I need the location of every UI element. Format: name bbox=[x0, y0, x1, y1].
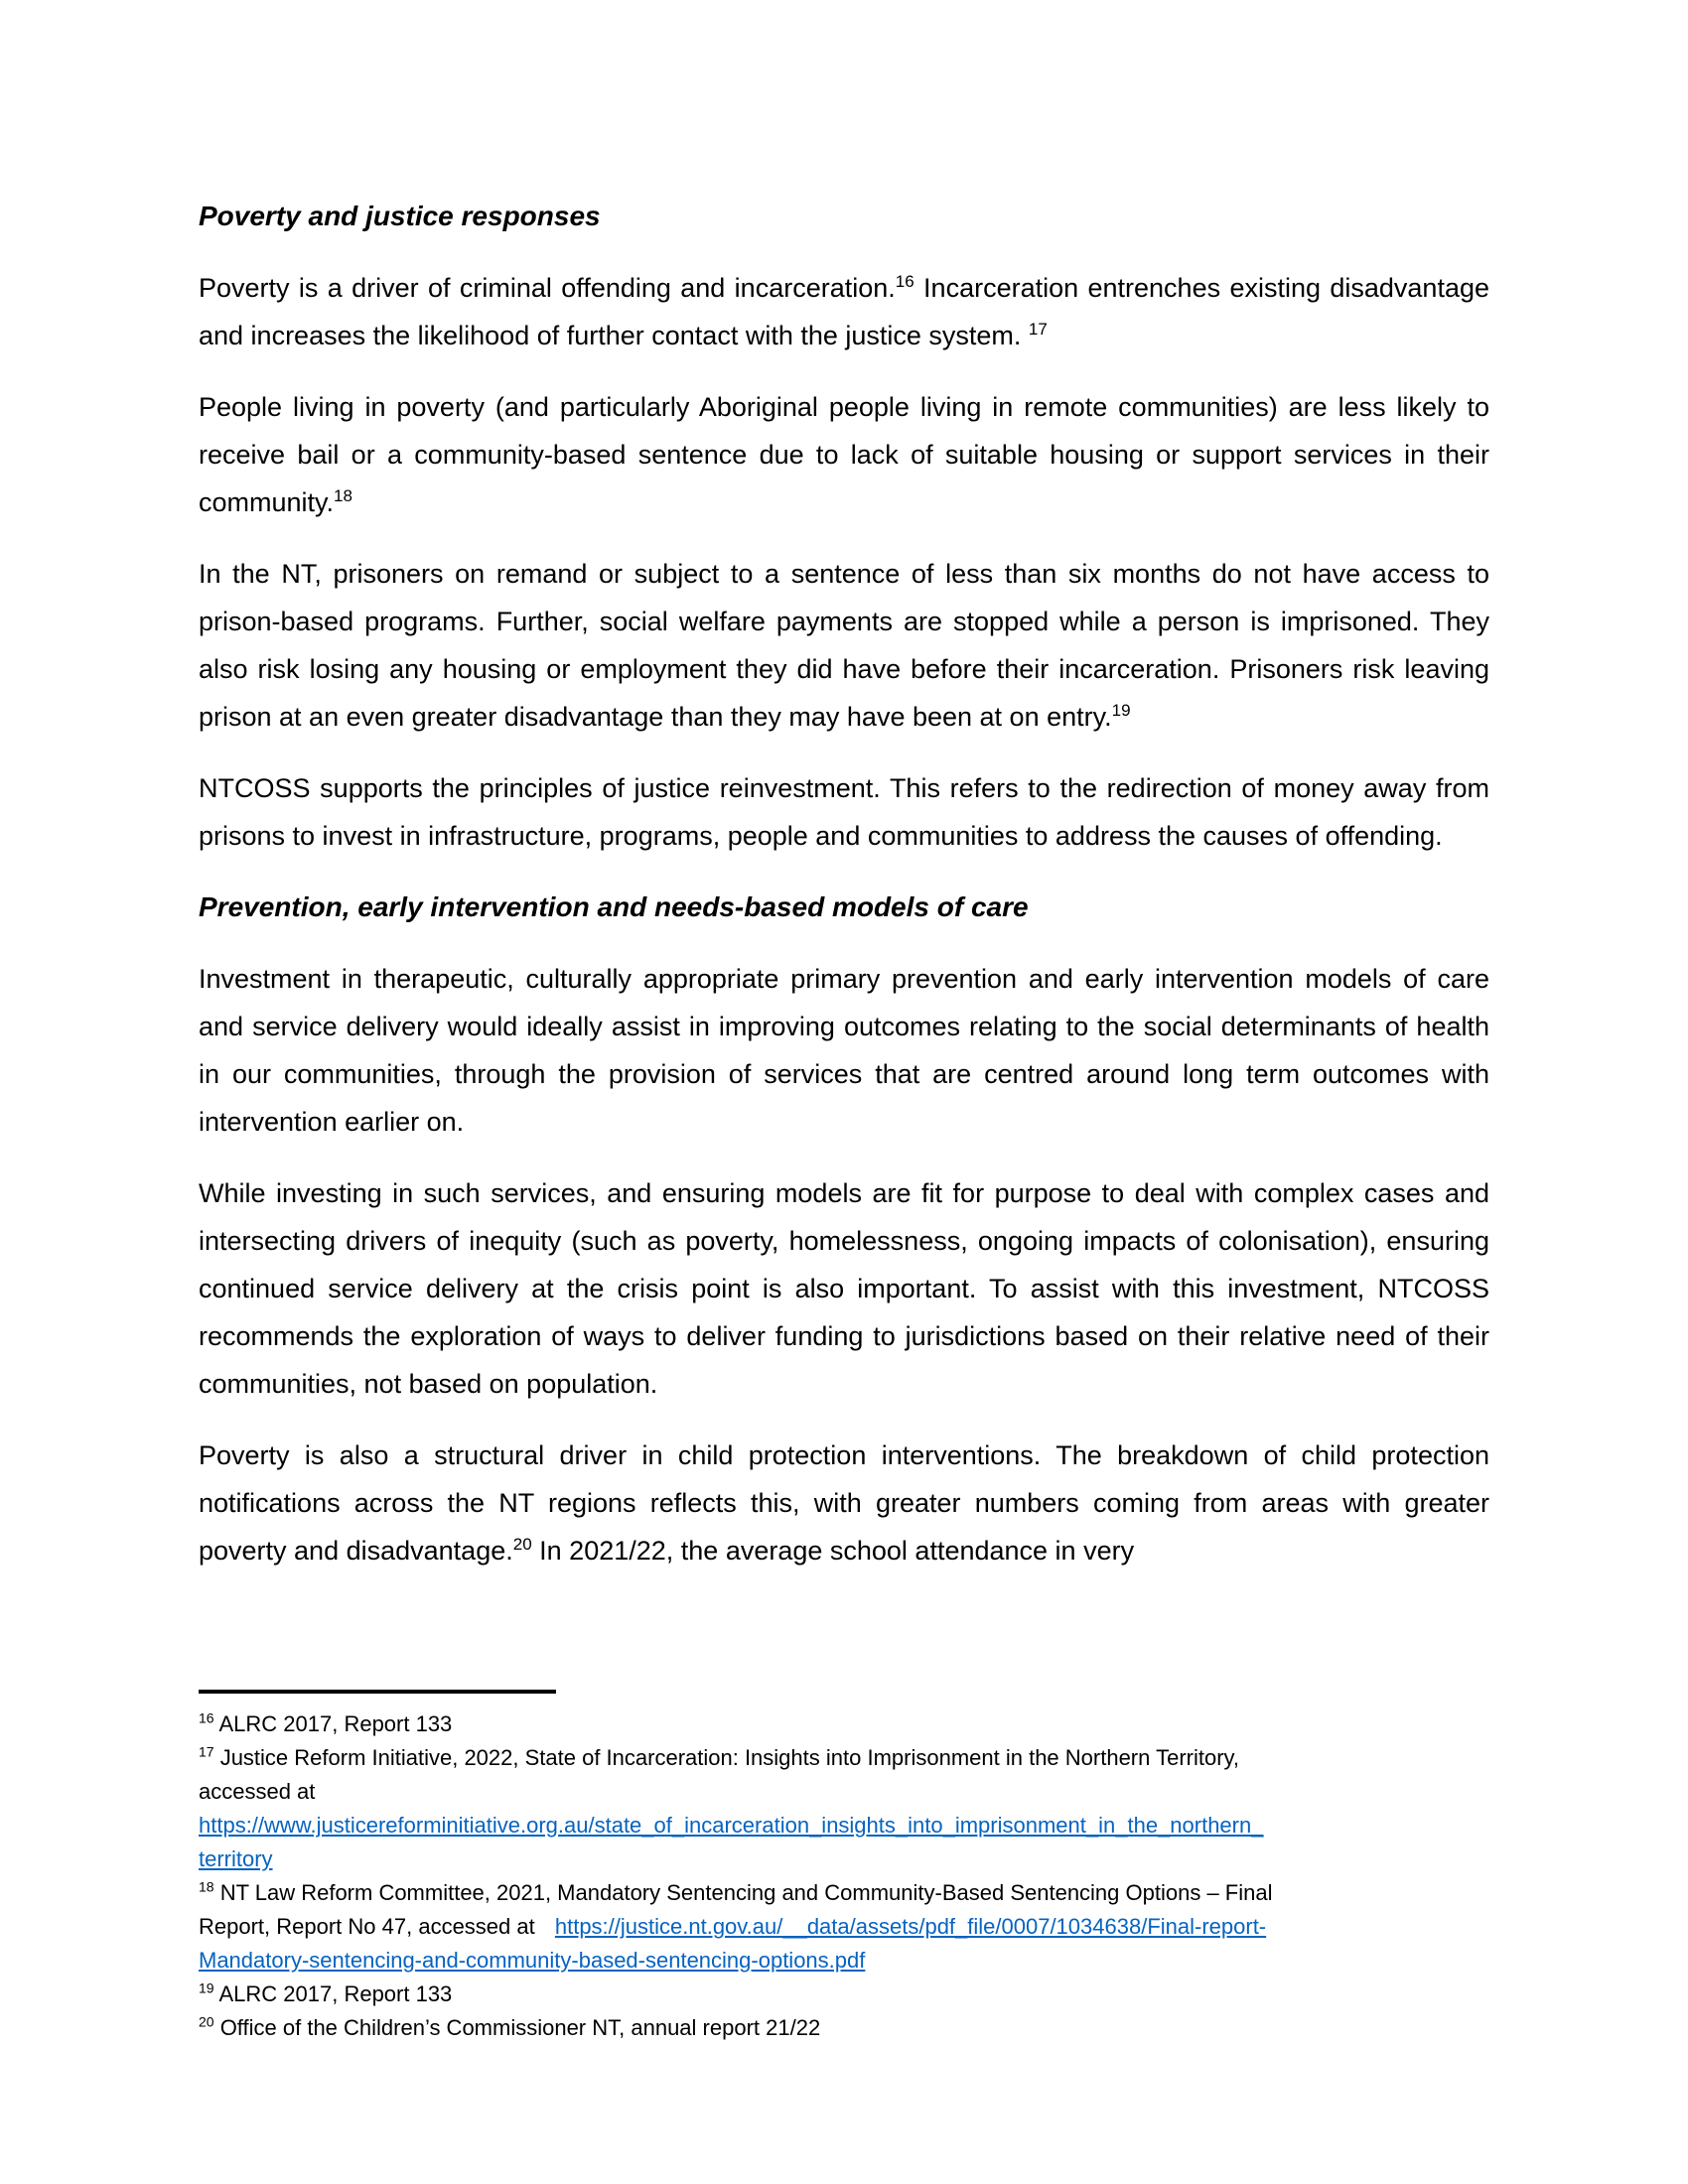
paragraph-7-text-2: In 2021/22, the average school attendance in very bbox=[531, 1536, 1135, 1566]
footnote-18-marker: 18 bbox=[199, 1878, 214, 1895]
paragraph-4 bbox=[199, 764, 1489, 860]
footnote-19-text: ALRC 2017, Report 133 bbox=[213, 1981, 453, 2006]
paragraph-6-text-1: While investing in such services, and ensuring models are fit for purpose to deal with complex cases and intersecting drivers of inequity (such as poverty, homelessness, ongoing impacts of colonisation), ensuring continued service delivery at the crisis point is also important. To assist with this investment, NTCOSS recommends the exploration of ways to deliver funding to jurisdictions based on their relative need of their communities, not based on population. bbox=[199, 1178, 1489, 1399]
paragraph-4-text-1: NTCOSS supports the principles of justice reinvestment. This refers to the redirection of money away from prisons to invest in infrastructure, programs, people and communities to address the causes of offending. bbox=[199, 773, 1489, 851]
footnote-16 bbox=[199, 1707, 1489, 1741]
document-body bbox=[199, 193, 1489, 1574]
paragraph-3 bbox=[199, 550, 1489, 741]
footnote-17-text-2: accessed at bbox=[199, 1779, 316, 1804]
footnote-17-text-1: Justice Reform Initiative, 2022, State of Incarceration: Insights into Imprisonment in the Northern Territory, bbox=[213, 1745, 1240, 1770]
paragraph-6 bbox=[199, 1169, 1489, 1408]
footnote-20-text: Office of the Children’s Commissioner NT, annual report 21/22 bbox=[213, 2015, 821, 2040]
footnote-ref-16: 16 bbox=[895, 272, 914, 291]
paragraph-1-text-1: Poverty is a driver of criminal offending and incarceration. bbox=[199, 273, 896, 303]
footnote-17 bbox=[199, 1741, 1489, 1876]
footnote-17-link-line-2: territory bbox=[199, 1846, 273, 1871]
paragraph-7-text-1: Poverty is also a structural driver in child protection interventions. The breakdown of child protection notifications across the NT regions reflects this, with greater numbers coming from areas with greater poverty and disadvantage. bbox=[199, 1440, 1489, 1566]
paragraph-1 bbox=[199, 264, 1489, 359]
footnote-18-link-line-1: https://justice.nt.gov.au/__data/assets/pdf_file/0007/1034638/Final-report- bbox=[554, 1914, 1267, 1939]
footnote-ref-17: 17 bbox=[1028, 320, 1048, 339]
paragraph-7 bbox=[199, 1432, 1489, 1574]
footnote-17-marker: 17 bbox=[199, 1743, 214, 1760]
footnote-ref-20: 20 bbox=[512, 1535, 532, 1554]
footnote-ref-18: 18 bbox=[334, 486, 352, 505]
footnote-separator bbox=[199, 1690, 556, 1694]
paragraph-3-text-1: In the NT, prisoners on remand or subject to a sentence of less than six months do not have access to prison-based programs. Further, social welfare payments are stopped while a person is imprisoned. They also risk losing any housing or employment they did have before their incarceration. Prisoners risk leaving prison at an even greater disadvantage than they may have been at on entry. bbox=[199, 559, 1489, 732]
footnote-18-text-2: Report, Report No 47, accessed at bbox=[199, 1914, 541, 1939]
footnote-18 bbox=[199, 1876, 1489, 1978]
section-heading-poverty-justice: Poverty and justice responses bbox=[199, 201, 601, 231]
paragraph-1-text-2: Incarceration entrenches existing disadvantage and increases the likelihood of further contact with the justice system. bbox=[199, 273, 1489, 350]
paragraph-5-text-1: Investment in therapeutic, culturally appropriate primary prevention and early intervention models of care and service delivery would ideally assist in improving outcomes relating to the social determinants of health in our communities, through the provision of services that are centred around long term outcomes with intervention earlier on. bbox=[199, 964, 1489, 1137]
footnote-19 bbox=[199, 1978, 1489, 2011]
footnote-19-marker: 19 bbox=[199, 1979, 214, 1996]
paragraph-2 bbox=[199, 383, 1489, 526]
paragraph-5 bbox=[199, 955, 1489, 1146]
footnote-ref-19: 19 bbox=[1111, 701, 1131, 720]
footnote-18-link-line-2: Mandatory-sentencing-and-community-based-sentencing-options.pdf bbox=[199, 1948, 866, 1973]
footnotes-section bbox=[199, 1690, 1489, 2045]
footnote-16-text: ALRC 2017, Report 133 bbox=[213, 1711, 453, 1736]
section-heading-prevention: Prevention, early intervention and needs-based models of care bbox=[199, 891, 1029, 922]
footnote-20 bbox=[199, 2011, 1489, 2045]
footnote-16-marker: 16 bbox=[199, 1709, 214, 1726]
footnote-17-link[interactable] bbox=[199, 1813, 1263, 1871]
footnote-20-marker: 20 bbox=[199, 2013, 214, 2030]
footnote-18-text-1: NT Law Reform Committee, 2021, Mandatory Sentencing and Community-Based Sentencing Options – Final bbox=[213, 1880, 1273, 1905]
footnote-17-link-line-1: https://www.justicereforminitiative.org.au/state_of_incarceration_insights_into_imprisonment_in_the_northern_ bbox=[199, 1813, 1264, 1838]
paragraph-2-text-1: People living in poverty (and particularly Aboriginal people living in remote communities) are less likely to receive bail or a community-based sentence due to lack of suitable housing or support services in their community. bbox=[199, 392, 1489, 517]
